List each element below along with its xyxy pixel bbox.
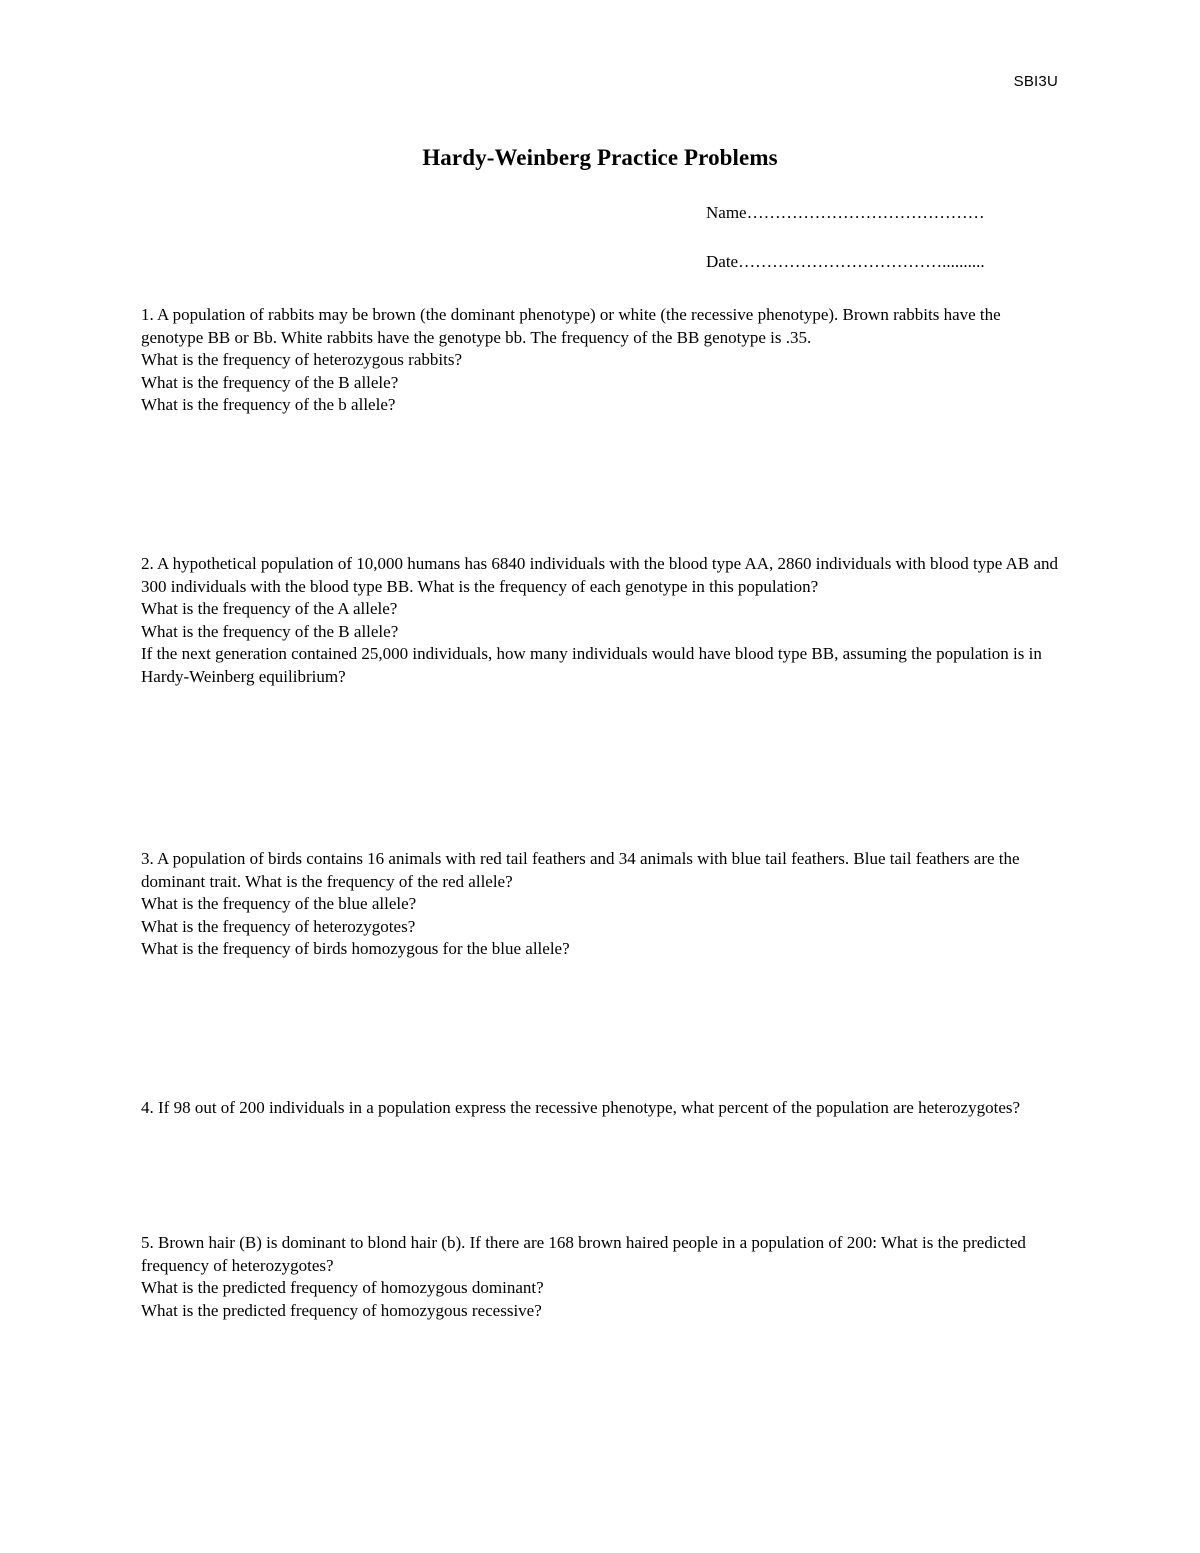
question-2-part: If the next generation contained 25,000 individuals, how many individuals would have blood type BB, assuming the population is in Hardy-Weinberg equilibrium? bbox=[141, 644, 1042, 686]
question-2-part: What is the frequency of the B allele? bbox=[141, 621, 399, 641]
question-1-part: What is the frequency of the B allele? bbox=[141, 372, 399, 392]
name-field: Name…………………………………… bbox=[706, 203, 985, 222]
question-2 bbox=[141, 553, 1066, 689]
question-5-part: What is the predicted frequency of homozygous recessive? bbox=[141, 1300, 542, 1320]
question-5-part: What is the predicted frequency of homozygous dominant? bbox=[141, 1278, 544, 1298]
question-1-part: What is the frequency of the b allele? bbox=[141, 395, 396, 415]
question-4 bbox=[141, 1097, 1066, 1120]
question-4-prompt: 4. If 98 out of 200 individuals in a population express the recessive phenotype, what percent of the population are heterozygotes? bbox=[141, 1098, 1021, 1117]
question-3-part: What is the frequency of the blue allele? bbox=[141, 894, 417, 914]
date-field: Date……………………………….......... bbox=[706, 252, 985, 271]
question-3-part: What is the frequency of birds homozygous for the blue allele? bbox=[141, 939, 570, 959]
question-2-part: What is the frequency of the A allele? bbox=[141, 599, 398, 619]
question-3 bbox=[141, 848, 1066, 961]
question-1-prompt: 1. A population of rabbits may be brown (the dominant phenotype) or white (the recessive phenotype). Brown rabbits have the genotype BB or Bb. White rabbits have the genotype bb. The frequency of the BB genotype is .35. bbox=[141, 305, 1001, 347]
question-3-part: What is the frequency of heterozygotes? bbox=[141, 916, 416, 936]
course-code: SBI3U bbox=[1013, 73, 1058, 90]
question-5 bbox=[141, 1232, 1066, 1322]
question-3-prompt: 3. A population of birds contains 16 animals with red tail feathers and 34 animals with blue tail feathers. Blue tail feathers are the dominant trait. What is the frequency of the red allele? bbox=[141, 849, 1020, 891]
question-5-prompt: 5. Brown hair (B) is dominant to blond hair (b). If there are 168 brown haired people in a population of 200: What is the predicted frequency of heterozygotes? bbox=[141, 1233, 1026, 1275]
question-2-prompt: 2. A hypothetical population of 10,000 humans has 6840 individuals with the blood type AA, 2860 individuals with blood type AB and 300 individuals with the blood type BB. What is the frequency of each genotype in this population? bbox=[141, 554, 1058, 596]
page-title: Hardy-Weinberg Practice Problems bbox=[422, 145, 778, 170]
question-1 bbox=[141, 304, 1066, 417]
question-1-part: What is the frequency of heterozygous rabbits? bbox=[141, 350, 462, 370]
